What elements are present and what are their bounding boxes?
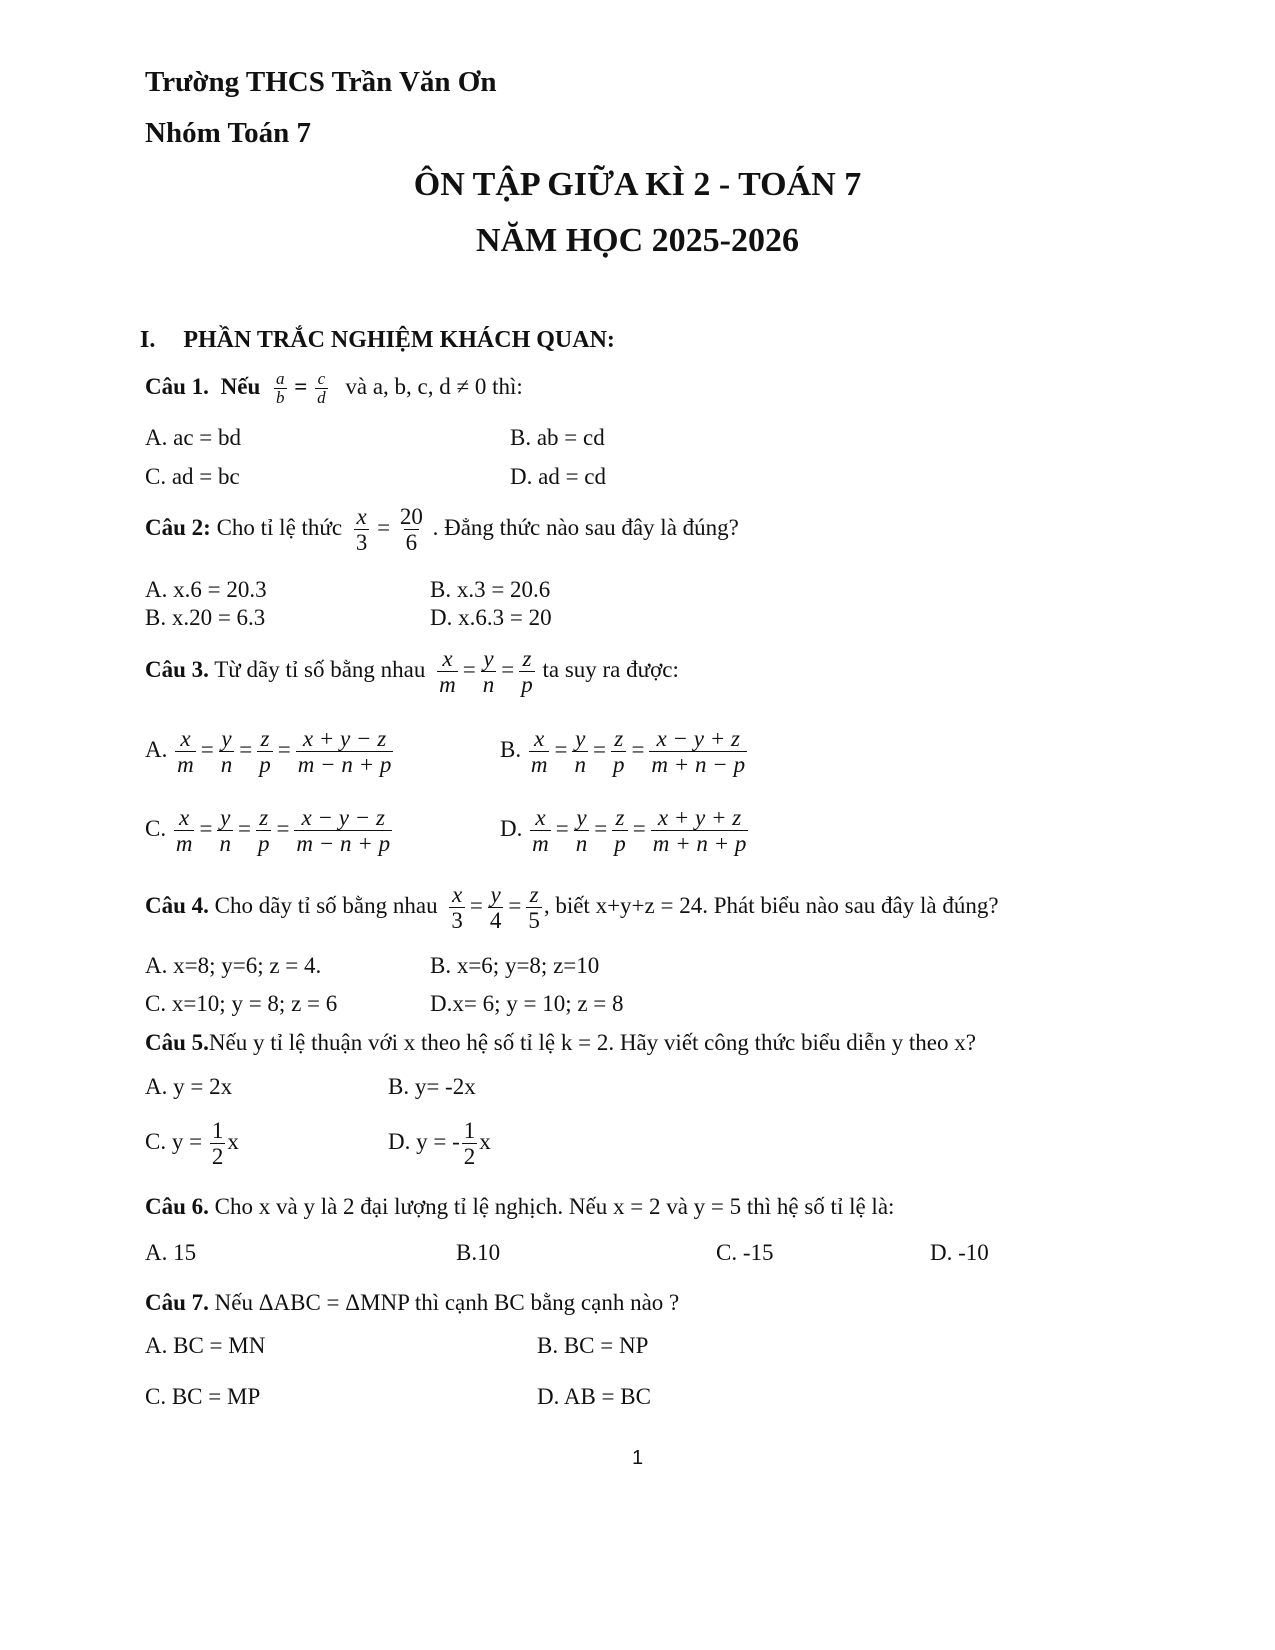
option-d: D. $\frac{x}{m}$ = $\frac{y}{n}$ = $\frac{z}{p}$ = $\frac{x + y + z}{m + n + p}$ (500, 805, 747, 856)
option-b: B. BC = NP (537, 1333, 649, 1358)
section-number: I. (140, 327, 156, 353)
option-b: B. x=6; y=8; z=10 (430, 953, 600, 978)
fraction: $\frac{x}{m}$ (439, 646, 456, 697)
section-heading (140, 327, 615, 353)
school-year: NĂM HỌC 2025-2026 (476, 222, 799, 259)
option-c: B. x.20 = 6.3 (145, 605, 266, 630)
question-label: Câu 5. (145, 1030, 209, 1055)
option-d: D. y = - $\frac{1}{2}$ x (388, 1118, 491, 1169)
option-b: B.10 (456, 1240, 501, 1265)
option-d: D. -10 (930, 1240, 989, 1265)
question-suffix: . Đẳng thức nào sau đây là đúng? (432, 514, 739, 540)
option-b: B. x.3 = 20.6 (430, 577, 551, 602)
fraction: $\frac{z}{5}$ (528, 882, 540, 933)
option-a: A. BC = MN (145, 1333, 266, 1358)
question-1 (145, 370, 523, 407)
question-7 (145, 1290, 679, 1316)
option-a: A. x.6 = 20.3 (145, 577, 267, 602)
question-prefix: Cho dãy tỉ số bằng nhau (214, 892, 438, 918)
option-c: C. x=10; y = 8; z = 6 (145, 991, 338, 1016)
question-suffix: và a, b, c, d ≠ 0 thì: (345, 373, 523, 399)
question-5 (145, 1030, 976, 1056)
fraction: $\frac{c}{d}$ (317, 369, 326, 407)
option-a: A. x=8; y=6; z = 4. (145, 953, 322, 978)
option-c: C. BC = MP (145, 1384, 261, 1409)
option-a: A. ac = bd (145, 425, 241, 450)
question-4: Câu 4. Cho dãy tỉ số bằng nhau $\frac{x}{3}$ = $\frac{y}{4}$ = $\frac{z}{5}$ , biết x+y+z = 24. Phát biểu nào sau đây là đúng? (145, 882, 999, 933)
option-c: C. ad = bc (145, 464, 240, 489)
fraction: $\frac{y}{4}$ (489, 882, 502, 933)
question-label: Câu 1. (145, 373, 209, 399)
option-b: B. $\frac{x}{m}$ = $\frac{y}{n}$ = $\frac{z}{p}$ = $\frac{x - y + z}{m + n - p}$ (500, 726, 746, 777)
question-label: Câu 7. (145, 1290, 209, 1315)
option-d: D. AB = BC (537, 1384, 651, 1409)
question-3: Câu 3. Từ dãy tỉ số bằng nhau $\frac{x}{m}$ = $\frac{y}{n}$ = $\frac{z}{p}$ ta suy ra được: (145, 646, 679, 697)
group-name: Nhóm Toán 7 (145, 117, 312, 149)
equals-sign: = (294, 373, 308, 399)
option-d: D.x= 6; y = 10; z = 8 (430, 991, 624, 1016)
option-a: A. 15 (145, 1240, 197, 1265)
option-a: A. $\frac{x}{m}$ = $\frac{y}{n}$ = $\frac{z}{p}$ = $\frac{x + y - z}{m - n + p}$ (145, 726, 392, 777)
question-label: Câu 4. (145, 892, 209, 918)
question-prefix: Từ dãy tỉ số bằng nhau (214, 656, 426, 682)
option-c: C. -15 (716, 1240, 774, 1265)
question-label: Câu 2: (145, 514, 211, 540)
option-d: D. ad = cd (510, 464, 606, 489)
school-name: Trường THCS Trần Văn Ơn (145, 66, 497, 98)
fraction: $\frac{x}{3}$ (355, 504, 368, 555)
option-d: D. x.6.3 = 20 (430, 605, 552, 630)
question-text: Nếu y tỉ lệ thuận với x theo hệ số tỉ lệ k = 2. Hãy viết công thức biểu diễn y theo x? (208, 1030, 976, 1055)
equals-sign: = (377, 514, 391, 540)
question-suffix: ta suy ra được: (542, 656, 679, 682)
option-c: C. y = $\frac{1}{2}$ x (145, 1118, 239, 1169)
document-title: ÔN TẬP GIỮA KÌ 2 - TOÁN 7 (413, 166, 862, 203)
question-text: Nếu ΔABC = ΔMNP thì cạnh BC bằng cạnh nào ? (214, 1290, 680, 1315)
question-text: Cho x và y là 2 đại lượng tỉ lệ nghịch. Nếu x = 2 và y = 5 thì hệ số tỉ lệ là: (214, 1194, 895, 1219)
question-label: Câu 3. (145, 656, 209, 682)
question-suffix: , biết x+y+z = 24. Phát biểu nào sau đây là đúng? (543, 892, 999, 918)
question-6 (145, 1194, 894, 1220)
fraction: $\frac{x}{3}$ (451, 882, 463, 933)
option-c: C. $\frac{x}{m}$ = $\frac{y}{n}$ = $\frac{z}{p}$ = $\frac{x - y - z}{m - n + p}$ (145, 805, 391, 856)
option-a: A. y = 2x (145, 1074, 233, 1099)
question-label: Câu 6. (145, 1194, 209, 1219)
fraction: $\frac{a}{b}$ (276, 369, 285, 407)
fraction: $\frac{20}{6}$ (399, 504, 423, 555)
option-b: B. y= -2x (388, 1074, 476, 1099)
fraction: $\frac{y}{n}$ (482, 646, 495, 697)
option-b: B. ab = cd (510, 425, 605, 450)
question-prefix: Nếu (220, 373, 261, 399)
question-prefix: Cho tỉ lệ thức (216, 514, 343, 540)
question-2 (145, 504, 739, 555)
fraction: $\frac{z}{p}$ (521, 646, 533, 697)
page-number: 1 (631, 1447, 644, 1469)
section-label: PHẦN TRẮC NGHIỆM KHÁCH QUAN: (183, 327, 615, 353)
